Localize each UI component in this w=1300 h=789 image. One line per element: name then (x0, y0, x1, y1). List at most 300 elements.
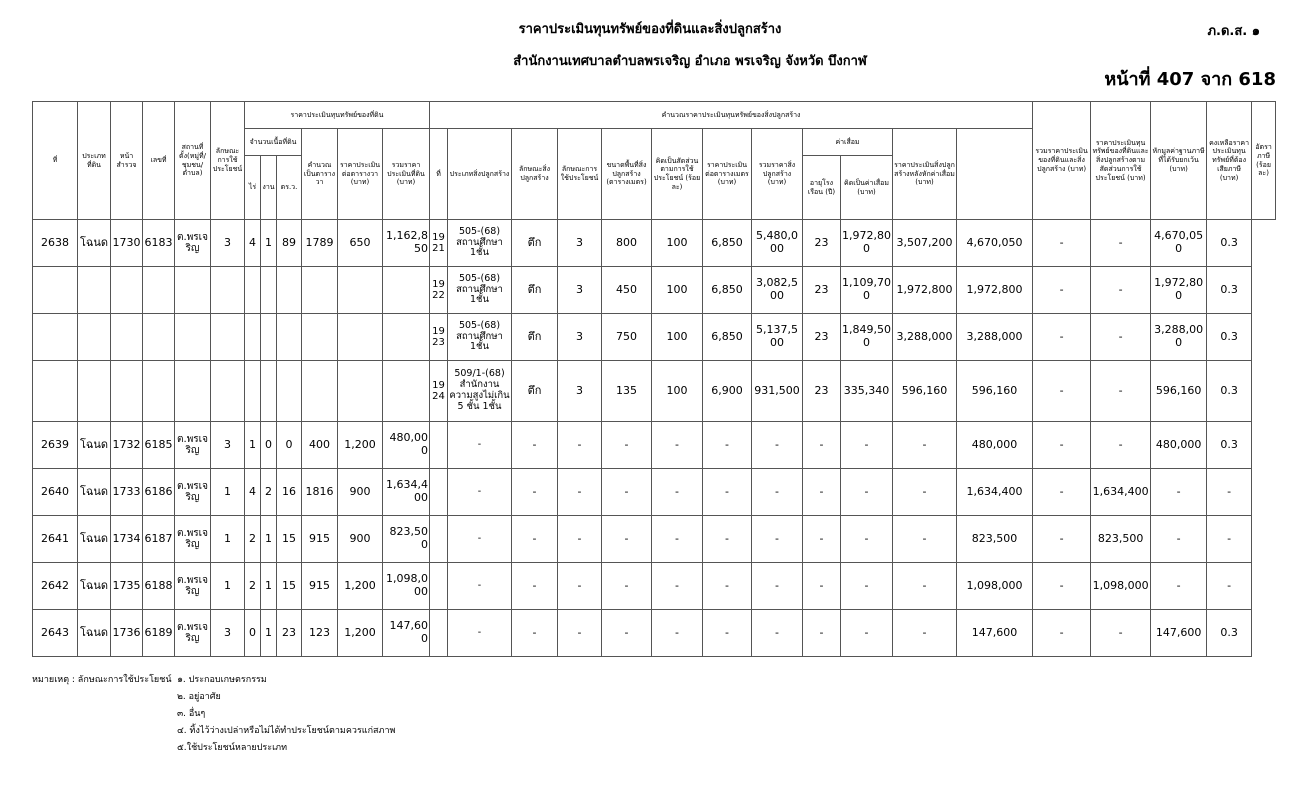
cell-taxable: 596,160 (1151, 361, 1207, 422)
cell-bld-area: 800 (602, 220, 652, 267)
cell-after: 3,288,000 (893, 314, 957, 361)
cell-pct: 100 (652, 220, 703, 267)
cell-ngan: 2 (261, 469, 277, 516)
cell-land-no (143, 361, 175, 422)
cell-bld-no (430, 563, 448, 610)
cell-bld-total: 5,480,000 (752, 220, 803, 267)
cell-page: 1733 (111, 469, 143, 516)
cell-pct: 100 (652, 314, 703, 361)
cell-after: 1,972,800 (893, 267, 957, 314)
cell-area: 400 (302, 422, 338, 469)
col-bld-pct: คิดเป็นสัดส่วนตามการใช้ประโยชน์ (ร้อยละ) (652, 129, 703, 220)
col-tax-rate: อัตราภาษี (ร้อยละ) (1252, 102, 1276, 220)
cell-bld-type: - (448, 516, 512, 563)
cell-location: ต.พรเจริญ (175, 220, 211, 267)
cell-usage: 1 (211, 563, 245, 610)
cell-rate: 0.3 (1207, 422, 1252, 469)
table-row (33, 469, 1276, 516)
cell-depr: - (841, 516, 893, 563)
cell-location: ต.พรเจริญ (175, 610, 211, 657)
cell-page (111, 267, 143, 314)
cell-rate: 0.3 (1207, 267, 1252, 314)
col-price-sqwa: ราคาประเมินต่อตารางวา (บาท) (338, 129, 383, 220)
cell-ngan (261, 361, 277, 422)
cell-no (33, 361, 78, 422)
cell-rate: 0.3 (1207, 361, 1252, 422)
cell-pct: 100 (652, 361, 703, 422)
cell-after: 596,160 (893, 361, 957, 422)
cell-ngan: 1 (261, 610, 277, 657)
cell-usage: 3 (211, 610, 245, 657)
cell-depr: 1,972,800 (841, 220, 893, 267)
cell-prop: - (1033, 267, 1091, 314)
group-depreciation: ค่าเสื่อม (803, 129, 893, 156)
cell-bld-no: 1921 (430, 220, 448, 267)
cell-bld-usage: - (558, 610, 602, 657)
cell-bld-price: - (703, 610, 752, 657)
cell-sqw: 0 (277, 422, 302, 469)
cell-bld-price: - (703, 516, 752, 563)
cell-land-total: 1,634,400 (383, 469, 430, 516)
cell-bld-no: 1923 (430, 314, 448, 361)
cell-bld-kind: - (512, 563, 558, 610)
assessment-table (32, 101, 1276, 657)
cell-pct: - (652, 563, 703, 610)
page-number: หน้าที่ 407 จาก 618 (1104, 69, 1276, 90)
cell-taxable: 147,600 (1151, 610, 1207, 657)
cell-depr: - (841, 563, 893, 610)
cell-sum: 1,972,800 (957, 267, 1033, 314)
cell-after: - (893, 422, 957, 469)
cell-pct: - (652, 469, 703, 516)
cell-exempt: - (1091, 267, 1151, 314)
cell-sqw: 15 (277, 516, 302, 563)
cell-sum: 3,288,000 (957, 314, 1033, 361)
cell-sum: 596,160 (957, 361, 1033, 422)
cell-location: ต.พรเจริญ (175, 469, 211, 516)
cell-bld-total: - (752, 422, 803, 469)
cell-bld-price: 6,850 (703, 267, 752, 314)
table-row (33, 610, 1276, 657)
cell-taxable: 480,000 (1151, 422, 1207, 469)
cell-sum: 147,600 (957, 610, 1033, 657)
cell-pct: - (652, 516, 703, 563)
cell-taxable: 4,670,050 (1151, 220, 1207, 267)
cell-land-no: 6186 (143, 469, 175, 516)
col-taxable: คงเหลือราคาประเมินทุนทรัพย์ที่ต้องเสียภาษี (บาท) (1207, 102, 1252, 220)
cell-rate: 0.3 (1207, 610, 1252, 657)
cell-bld-total: 3,082,500 (752, 267, 803, 314)
document-title: ราคาประเมินทุนทรัพย์ของที่ดินและสิ่งปลูกสร้าง (518, 22, 782, 37)
cell-bld-usage: 3 (558, 314, 602, 361)
cell-bld-kind: - (512, 422, 558, 469)
cell-ngan: 1 (261, 516, 277, 563)
cell-area: 915 (302, 516, 338, 563)
cell-no: 2638 (33, 220, 78, 267)
cell-bld-area: - (602, 563, 652, 610)
cell-land-no: 6188 (143, 563, 175, 610)
cell-depr: 335,340 (841, 361, 893, 422)
cell-exempt: 1,634,400 (1091, 469, 1151, 516)
cell-bld-type: - (448, 422, 512, 469)
col-bld-total: รวมราคาสิ่งปลูกสร้าง (บาท) (752, 129, 803, 220)
cell-prop: - (1033, 361, 1091, 422)
cell-age: - (803, 610, 841, 657)
cell-bld-type: 505-(68) สถานศึกษา 1ชั้น (448, 314, 512, 361)
cell-after: - (893, 516, 957, 563)
cell-prop: - (1033, 422, 1091, 469)
cell-page: 1732 (111, 422, 143, 469)
cell-usage: 3 (211, 422, 245, 469)
cell-page: 1736 (111, 610, 143, 657)
col-ngan: งาน (261, 156, 277, 220)
cell-land-no (143, 314, 175, 361)
col-usage: ลักษณะการใช้ประโยชน์ (211, 102, 245, 220)
cell-bld-no: 1924 (430, 361, 448, 422)
cell-area (302, 267, 338, 314)
cell-ngan (261, 267, 277, 314)
cell-taxable: - (1151, 563, 1207, 610)
cell-exempt: - (1091, 220, 1151, 267)
cell-bld-total: - (752, 469, 803, 516)
cell-after: - (893, 469, 957, 516)
cell-bld-type: - (448, 563, 512, 610)
cell-age: 23 (803, 361, 841, 422)
cell-bld-area: - (602, 422, 652, 469)
cell-land-type (78, 314, 111, 361)
cell-exempt: - (1091, 422, 1151, 469)
note-item: ๒. อยู่อาศัย (177, 692, 221, 702)
col-exemption: หักมูลค่าฐานภาษีที่ได้รับยกเว้น (บาท) (1151, 102, 1207, 220)
cell-bld-total: - (752, 516, 803, 563)
cell-bld-usage: - (558, 469, 602, 516)
cell-bld-total: 5,137,500 (752, 314, 803, 361)
cell-prop: - (1033, 314, 1091, 361)
cell-no: 2642 (33, 563, 78, 610)
cell-land-total: 1,162,850 (383, 220, 430, 267)
cell-land-total: 1,098,000 (383, 563, 430, 610)
cell-page: 1734 (111, 516, 143, 563)
cell-sum: 1,098,000 (957, 563, 1033, 610)
cell-bld-area: - (602, 469, 652, 516)
cell-page: 1730 (111, 220, 143, 267)
note-item: ๓. อื่นๆ (177, 709, 206, 719)
note-item: ๔. ทิ้งไว้ว่างเปล่าหรือไม่ได้ทำประโยชน์ตามควรแก่สภาพ (177, 726, 396, 736)
col-proportional: ราคาประเมินทุนทรัพย์ของที่ดินและสิ่งปลูกสร้างตามสัดส่วนการใช้ประโยชน์ (บาท) (1091, 102, 1151, 220)
cell-bld-total: - (752, 610, 803, 657)
cell-prop: - (1033, 563, 1091, 610)
col-area-sqwa: คำนวณเป็นตารางวา (302, 129, 338, 220)
notes-label: หมายเหตุ : ลักษณะการใช้ประโยชน์ (32, 675, 172, 685)
table-row (33, 314, 1276, 361)
cell-bld-kind: - (512, 469, 558, 516)
col-no: ที่ (33, 102, 78, 220)
cell-land-no: 6185 (143, 422, 175, 469)
col-location: สถานที่ตั้ง(หมู่ที่/ชุมชน/ตำบล) (175, 102, 211, 220)
cell-exempt: - (1091, 361, 1151, 422)
table-row (33, 361, 1276, 422)
cell-rai: 4 (245, 469, 261, 516)
cell-land-no (143, 267, 175, 314)
cell-page (111, 314, 143, 361)
cell-page (111, 361, 143, 422)
group-land-area: จำนวนเนื้อที่ดิน (245, 129, 302, 156)
cell-exempt: - (1091, 314, 1151, 361)
cell-pct: - (652, 422, 703, 469)
cell-after: - (893, 610, 957, 657)
cell-bld-area: 750 (602, 314, 652, 361)
cell-pct: 100 (652, 267, 703, 314)
cell-bld-total: 931,500 (752, 361, 803, 422)
cell-sqw: 16 (277, 469, 302, 516)
cell-price: 1,200 (338, 422, 383, 469)
cell-land-total (383, 314, 430, 361)
cell-bld-kind: ตึก (512, 361, 558, 422)
col-rai: ไร่ (245, 156, 261, 220)
cell-depr: 1,109,700 (841, 267, 893, 314)
col-bld-no: ที่ (430, 129, 448, 220)
col-land-total: รวมราคาประเมินที่ดิน (บาท) (383, 129, 430, 220)
cell-depr: - (841, 422, 893, 469)
cell-sqw: 89 (277, 220, 302, 267)
cell-price: 900 (338, 469, 383, 516)
col-bld-usage: ลักษณะการใช้ประโยชน์ (558, 129, 602, 220)
cell-bld-kind: ตึก (512, 314, 558, 361)
cell-sum: 480,000 (957, 422, 1033, 469)
cell-bld-usage: - (558, 516, 602, 563)
cell-bld-usage: - (558, 563, 602, 610)
cell-land-no: 6187 (143, 516, 175, 563)
cell-land-total (383, 267, 430, 314)
cell-bld-usage: 3 (558, 361, 602, 422)
cell-land-type: โฉนด (78, 516, 111, 563)
group-building: คำนวณราคาประเมินทุนทรัพย์ของสิ่งปลูกสร้าง (430, 102, 1033, 129)
cell-bld-usage: 3 (558, 267, 602, 314)
cell-rate: 0.3 (1207, 314, 1252, 361)
cell-price (338, 314, 383, 361)
cell-exempt: 823,500 (1091, 516, 1151, 563)
col-bld-area: ขนาดพื้นที่สิ่งปลูกสร้าง (ตารางเมตร) (602, 129, 652, 220)
cell-page: 1735 (111, 563, 143, 610)
cell-bld-kind: - (512, 516, 558, 563)
cell-land-type: โฉนด (78, 610, 111, 657)
cell-bld-no (430, 422, 448, 469)
cell-bld-type: - (448, 610, 512, 657)
cell-price (338, 361, 383, 422)
cell-depr: 1,849,500 (841, 314, 893, 361)
cell-land-type (78, 361, 111, 422)
cell-pct: - (652, 610, 703, 657)
cell-rate: - (1207, 563, 1252, 610)
col-bld-kind: ลักษณะสิ่งปลูกสร้าง (512, 129, 558, 220)
cell-bld-area: - (602, 610, 652, 657)
cell-usage: 1 (211, 469, 245, 516)
note-item: ๑. ประกอบเกษตรกรรม (177, 675, 267, 685)
cell-no: 2643 (33, 610, 78, 657)
cell-bld-type: 509/1-(68) สำนักงานความสูงไม่เกิน 5 ชั้น 1ชั้น (448, 361, 512, 422)
cell-exempt: - (1091, 610, 1151, 657)
cell-location (175, 361, 211, 422)
cell-rai (245, 267, 261, 314)
cell-rate: - (1207, 516, 1252, 563)
cell-land-type: โฉนด (78, 563, 111, 610)
col-land-type: ประเภทที่ดิน (78, 102, 111, 220)
cell-bld-usage: - (558, 422, 602, 469)
cell-sum: 823,500 (957, 516, 1033, 563)
cell-taxable: - (1151, 469, 1207, 516)
cell-age: 23 (803, 267, 841, 314)
cell-sum: 4,670,050 (957, 220, 1033, 267)
cell-land-type: โฉนด (78, 469, 111, 516)
cell-rai: 0 (245, 610, 261, 657)
cell-age: - (803, 422, 841, 469)
cell-land-no: 6183 (143, 220, 175, 267)
cell-price: 1,200 (338, 563, 383, 610)
cell-usage: 3 (211, 220, 245, 267)
cell-bld-price: 6,900 (703, 361, 752, 422)
cell-ngan: 1 (261, 563, 277, 610)
cell-exempt: 1,098,000 (1091, 563, 1151, 610)
form-code: ภ.ด.ส. ๑ (1207, 24, 1260, 39)
col-land-bld-total: รวมราคาประเมินของที่ดินและสิ่งปลูกสร้าง (บาท) (1033, 102, 1091, 220)
cell-after: - (893, 563, 957, 610)
cell-bld-total: - (752, 563, 803, 610)
cell-taxable: - (1151, 516, 1207, 563)
cell-land-total: 823,500 (383, 516, 430, 563)
cell-bld-no: 1922 (430, 267, 448, 314)
cell-land-no: 6189 (143, 610, 175, 657)
cell-bld-type: 505-(68) สถานศึกษา 1ชั้น (448, 267, 512, 314)
notes (32, 672, 395, 757)
col-survey-page: หน้าสำรวจ (111, 102, 143, 220)
cell-sqw: 15 (277, 563, 302, 610)
cell-taxable: 1,972,800 (1151, 267, 1207, 314)
cell-area (302, 314, 338, 361)
cell-area: 1816 (302, 469, 338, 516)
col-bld-price: ราคาประเมินต่อตารางเมตร (บาท) (703, 129, 752, 220)
cell-price: 650 (338, 220, 383, 267)
cell-rai: 2 (245, 563, 261, 610)
cell-usage (211, 314, 245, 361)
cell-rai (245, 314, 261, 361)
table-row (33, 563, 1276, 610)
cell-rate: - (1207, 469, 1252, 516)
col-bld-type: ประเภทสิ่งปลูกสร้าง (448, 129, 512, 220)
cell-bld-area: 135 (602, 361, 652, 422)
group-land: ราคาประเมินทุนทรัพย์ของที่ดิน (245, 102, 430, 129)
cell-bld-kind: ตึก (512, 220, 558, 267)
cell-sqw (277, 267, 302, 314)
cell-no (33, 267, 78, 314)
cell-bld-kind: ตึก (512, 267, 558, 314)
cell-bld-no (430, 469, 448, 516)
cell-bld-area: - (602, 516, 652, 563)
cell-land-total (383, 361, 430, 422)
cell-usage (211, 267, 245, 314)
cell-price: 900 (338, 516, 383, 563)
cell-bld-type: 505-(68) สถานศึกษา 1ชั้น (448, 220, 512, 267)
col-age: อายุโรงเรือน (ปี) (803, 156, 841, 220)
table-row (33, 516, 1276, 563)
cell-area (302, 361, 338, 422)
col-depr-amount: คิดเป็นค่าเสื่อม (บาท) (841, 156, 893, 220)
cell-age: - (803, 563, 841, 610)
cell-prop: - (1033, 220, 1091, 267)
col-sqw: ตร.ว. (277, 156, 302, 220)
cell-bld-price: 6,850 (703, 220, 752, 267)
cell-age: 23 (803, 314, 841, 361)
cell-rai: 1 (245, 422, 261, 469)
cell-depr: - (841, 610, 893, 657)
cell-sqw: 23 (277, 610, 302, 657)
cell-location (175, 267, 211, 314)
document-subtitle: สำนักงานเทศบาลตำบลพรเจริญ อำเภอ พรเจริญ จังหวัด บึงกาฬ (513, 54, 867, 69)
cell-land-type (78, 267, 111, 314)
note-item: ๕.ใช้ประโยชน์หลายประเภท (177, 743, 288, 753)
cell-usage: 1 (211, 516, 245, 563)
cell-ngan: 1 (261, 220, 277, 267)
cell-taxable: 3,288,000 (1151, 314, 1207, 361)
table-row (33, 267, 1276, 314)
cell-prop: - (1033, 469, 1091, 516)
cell-location (175, 314, 211, 361)
cell-no: 2639 (33, 422, 78, 469)
cell-bld-no (430, 516, 448, 563)
cell-rai: 2 (245, 516, 261, 563)
cell-usage (211, 361, 245, 422)
cell-ngan: 0 (261, 422, 277, 469)
cell-land-type: โฉนด (78, 220, 111, 267)
cell-rate: 0.3 (1207, 220, 1252, 267)
cell-rai (245, 361, 261, 422)
cell-sum: 1,634,400 (957, 469, 1033, 516)
cell-no: 2640 (33, 469, 78, 516)
cell-bld-area: 450 (602, 267, 652, 314)
cell-ngan (261, 314, 277, 361)
cell-price: 1,200 (338, 610, 383, 657)
cell-bld-no (430, 610, 448, 657)
cell-bld-price: 6,850 (703, 314, 752, 361)
cell-after: 3,507,200 (893, 220, 957, 267)
cell-location: ต.พรเจริญ (175, 516, 211, 563)
cell-land-type: โฉนด (78, 422, 111, 469)
cell-no (33, 314, 78, 361)
cell-age: - (803, 469, 841, 516)
cell-area: 1789 (302, 220, 338, 267)
cell-location: ต.พรเจริญ (175, 563, 211, 610)
cell-no: 2641 (33, 516, 78, 563)
cell-area: 915 (302, 563, 338, 610)
cell-age: - (803, 516, 841, 563)
table-row (33, 220, 1276, 267)
cell-depr: - (841, 469, 893, 516)
cell-bld-kind: - (512, 610, 558, 657)
cell-land-total: 480,000 (383, 422, 430, 469)
cell-prop: - (1033, 610, 1091, 657)
cell-rai: 4 (245, 220, 261, 267)
cell-bld-usage: 3 (558, 220, 602, 267)
cell-bld-price: - (703, 422, 752, 469)
cell-bld-price: - (703, 563, 752, 610)
cell-bld-price: - (703, 469, 752, 516)
cell-sqw (277, 361, 302, 422)
cell-area: 123 (302, 610, 338, 657)
table-row (33, 422, 1276, 469)
col-bld-after-depr: ราคาประเมินสิ่งปลูกสร้างหลังหักค่าเสื่อม (บาท) (893, 129, 957, 220)
cell-age: 23 (803, 220, 841, 267)
cell-land-total: 147,600 (383, 610, 430, 657)
cell-bld-type: - (448, 469, 512, 516)
